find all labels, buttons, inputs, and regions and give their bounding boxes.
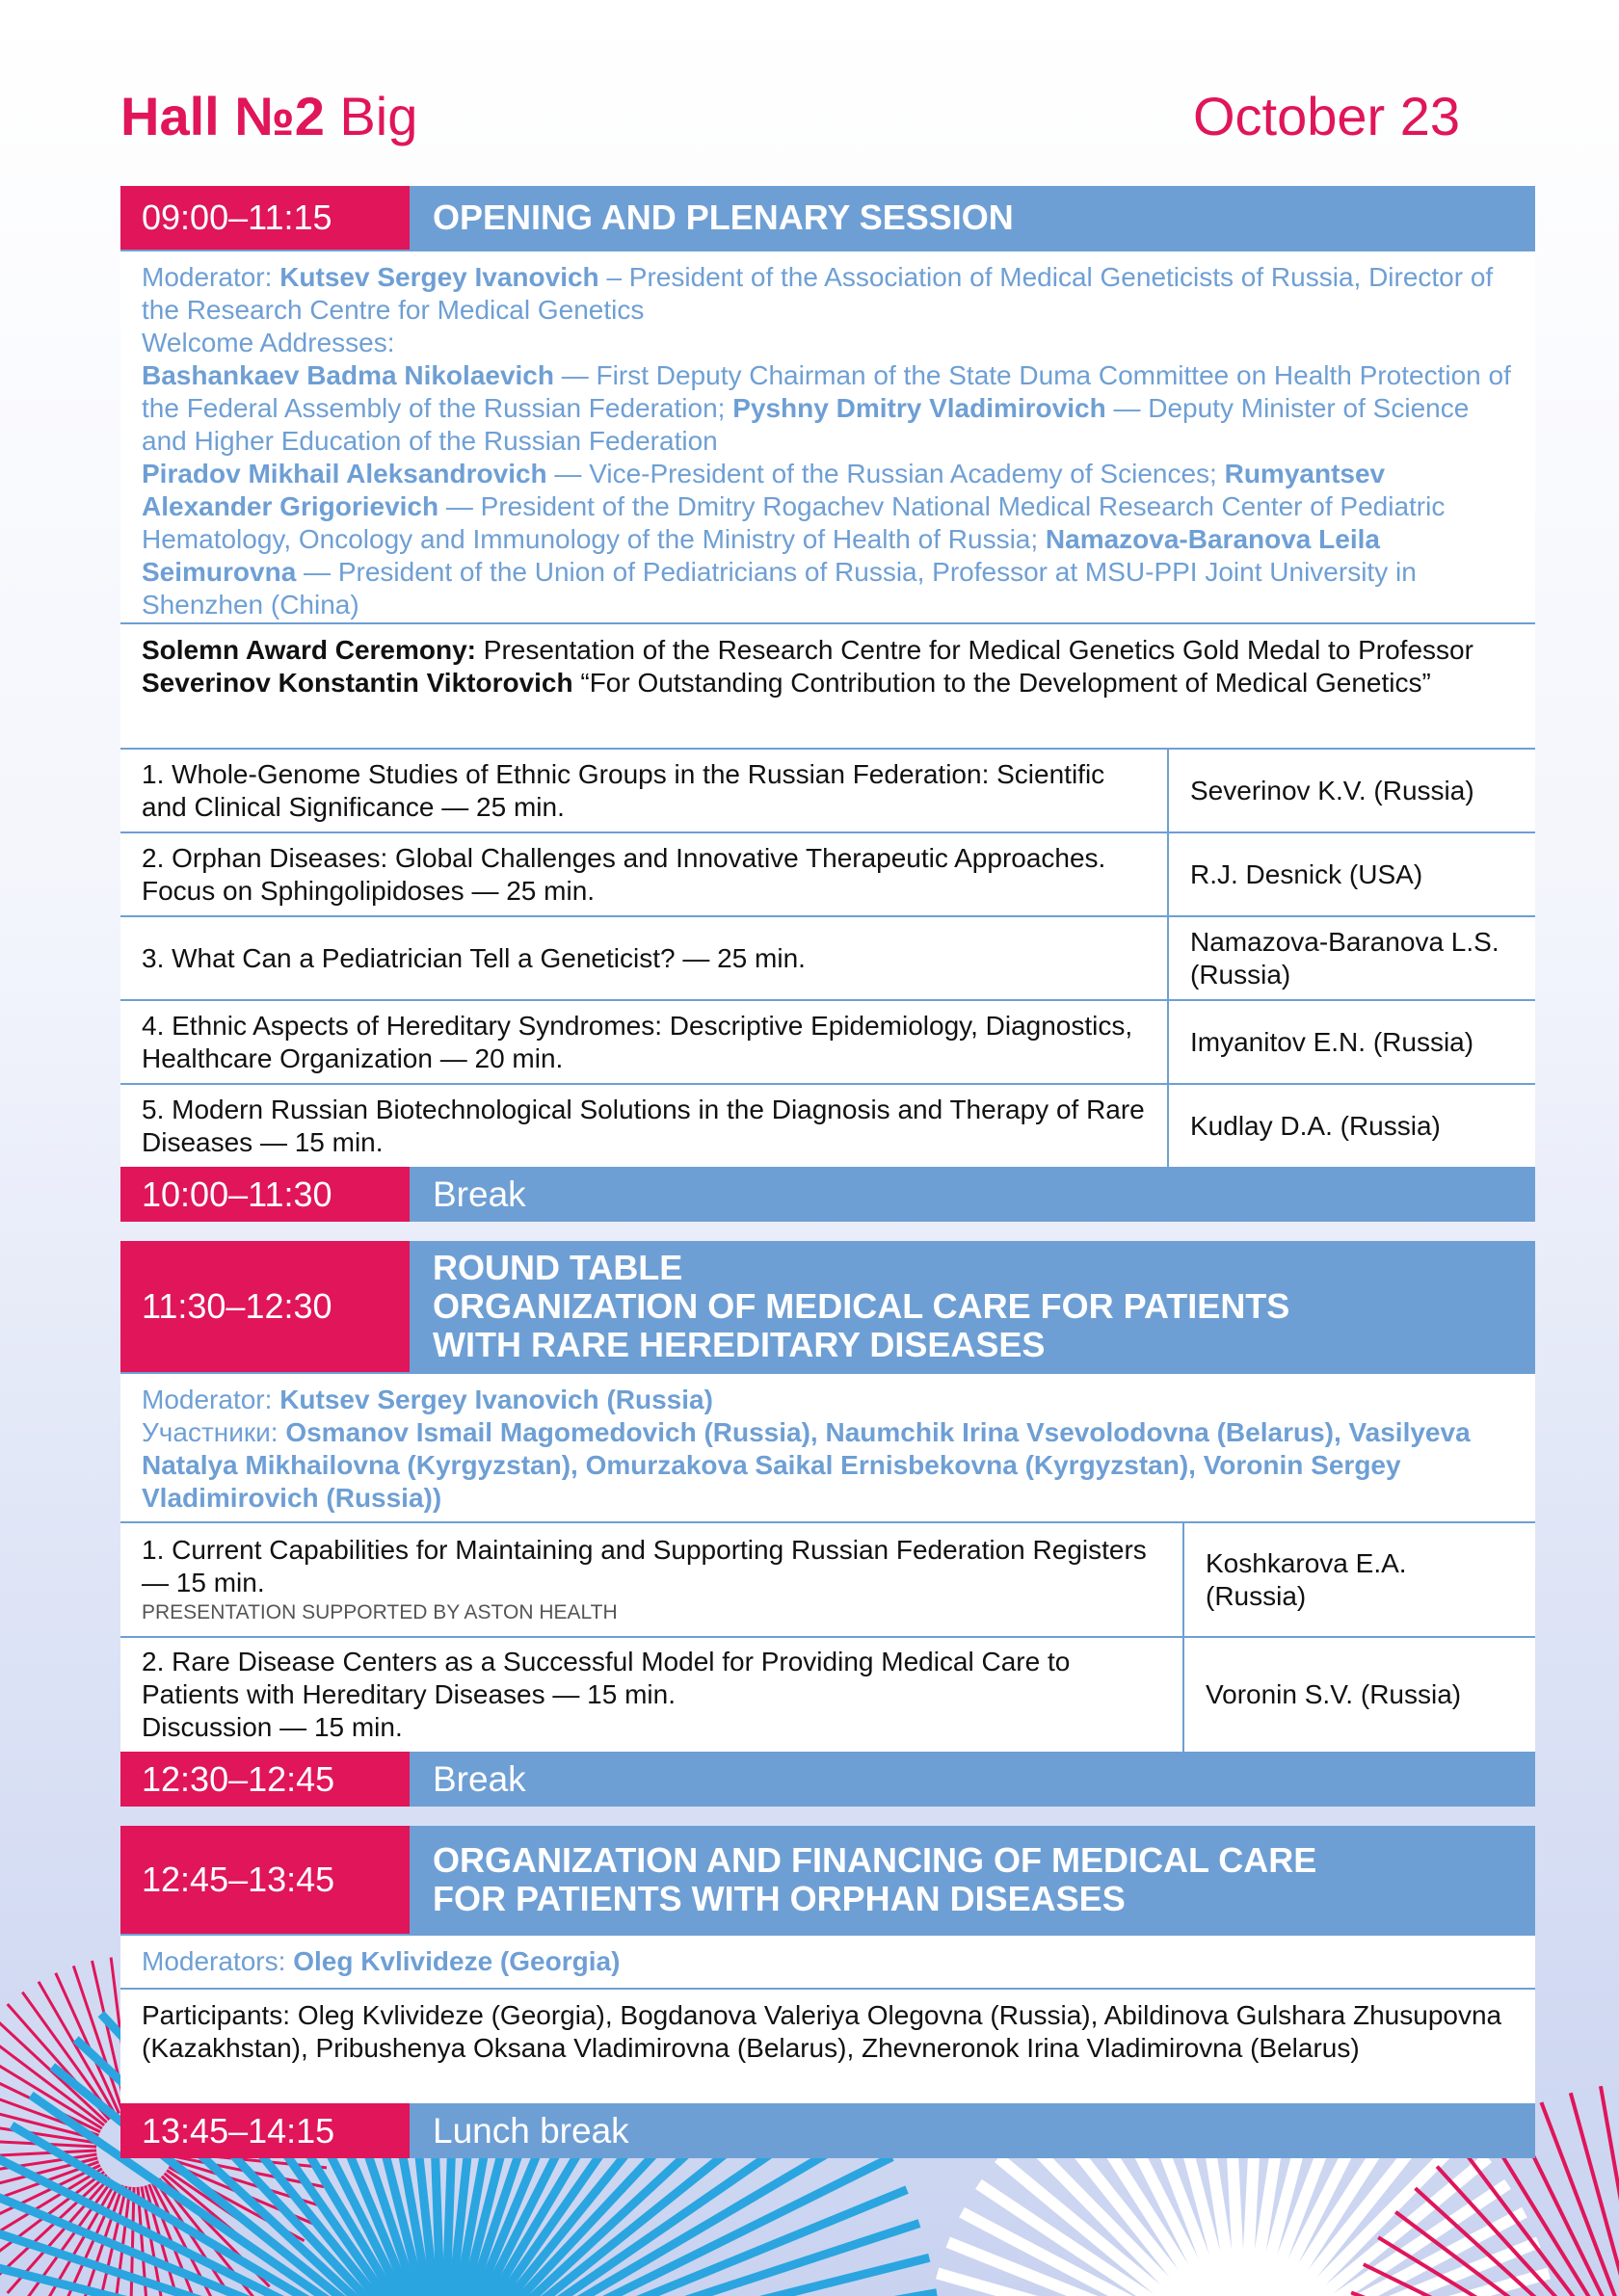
break-time: 12:30–12:45 [120, 1752, 410, 1807]
talk-row [120, 915, 1535, 999]
talk-speaker: R.J. Desnick (USA) [1167, 833, 1535, 915]
break-label: Break [410, 1752, 1535, 1807]
welcome-name: Bashankaev Badma Nikolaevich [142, 360, 554, 390]
talk-title: 2. Rare Disease Centers as a Successful Model for Providing Medical Care to Patients with Hereditary Diseases — 15 min. [142, 1647, 1071, 1709]
welcome-name: Piradov Mikhail Aleksandrovich [142, 459, 547, 488]
break-bar [120, 1752, 1535, 1807]
session-title [410, 1241, 1535, 1372]
hall-number: №2 [234, 86, 325, 146]
moderator-name: Oleg Kvlivideze (Georgia) [293, 1946, 621, 1976]
session-title-line: ROUND TABLE [433, 1248, 683, 1287]
talk-row [120, 1636, 1535, 1752]
welcome-desc: — Vice-President of the Russian Academy of Sciences; [546, 459, 1225, 488]
welcome-name: Pyshny Dmitry Vladimirovich [732, 393, 1106, 423]
moderator-label: Moderators: [142, 1946, 286, 1976]
lunch-label: Lunch break [410, 2103, 1535, 2158]
welcome-desc: — First Deputy Chairman of the State Duma Committee on Health Protection of the Federal Assembly of the Russian Federation; [142, 360, 1511, 423]
discussion-note: Discussion — 15 min. [142, 1712, 403, 1742]
talk-speaker: Severinov K.V. (Russia) [1167, 750, 1535, 831]
talk-speaker: Kudlay D.A. (Russia) [1167, 1085, 1535, 1167]
session-title: OPENING AND PLENARY SESSION [410, 186, 1535, 250]
award-text: “For Outstanding Contribution to the Development of Medical Genetics” [572, 668, 1431, 698]
moderator-name: Kutsev Sergey Ivanovich (Russia) [279, 1385, 713, 1414]
break-label: Break [410, 1167, 1535, 1222]
session-title-line: ORGANIZATION AND FINANCING OF MEDICAL CARE [433, 1840, 1317, 1880]
talk-row [120, 999, 1535, 1083]
talk-title: 1. Whole-Genome Studies of Ethnic Groups in the Russian Federation: Scientific and Clinical Significance — 25 min. [142, 758, 1105, 822]
participants-label: Участники: [142, 1417, 279, 1447]
session-time: 11:30–12:30 [120, 1241, 410, 1372]
talk-speaker: Koshkarova E.A. (Russia) [1182, 1523, 1535, 1636]
talk-content [120, 1523, 1182, 1636]
welcome-desc: — Deputy Minister of Science and Higher Education of the Russian Federation [142, 393, 1470, 456]
break-bar [120, 1167, 1535, 1222]
burst-ray [0, 2048, 102, 2128]
session-title-line: FOR PATIENTS WITH ORPHAN DISEASES [433, 1879, 1126, 1918]
hall-title [120, 85, 417, 147]
participants-names: Osmanov Ismail Magomedovich (Russia), Naumchik Irina Vsevolodovna (Belarus), Vasilyeva Natalya Mikhailovna (Kyrgyzstan), Omurzakova Saikal Ernisbekovna (Kyrgyzstan), Voronin Sergey Vladimirovich (Russia)) [142, 1417, 1471, 1513]
moderator-name: Kutsev Sergey Ivanovich [279, 262, 599, 292]
talk-title: 4. Ethnic Aspects of Hereditary Syndromes: Descriptive Epidemiology, Diagnostics, Healthcare Organization — 20 min. [142, 1010, 1133, 1073]
talk-title: 5. Modern Russian Biotechnological Solutions in the Diagnosis and Therapy of Rare Diseases — 15 min. [142, 1094, 1145, 1157]
award-ceremony-block [120, 622, 1535, 748]
talk-speaker: Imyanitov E.N. (Russia) [1167, 1001, 1535, 1083]
session-title-line: ORGANIZATION OF MEDICAL CARE FOR PATIENTS [433, 1286, 1290, 1326]
session-title [410, 1826, 1535, 1934]
session-bar-round-table [120, 1241, 1535, 1372]
session-time: 12:45–13:45 [120, 1826, 410, 1934]
welcome-desc: — President of the Dmitry Rogachev National Medical Research Center of Pediatric Hematology, Oncology and Immunology of the Ministry of Health of Russia; [142, 491, 1446, 554]
lunch-time: 13:45–14:15 [120, 2103, 410, 2158]
moderator-desc: – President of the Association of Medical Geneticists of Russia, Director of the Research Centre for Medical Genetics [142, 262, 1494, 325]
talk-row [120, 1521, 1535, 1636]
talk-speaker: Namazova-Baranova L.S. (Russia) [1167, 917, 1535, 999]
talk-title: 2. Orphan Diseases: Global Challenges and Innovative Therapeutic Approaches. Focus on Sphingolipidoses — 25 min. [142, 842, 1106, 906]
welcome-label: Welcome Addresses: [142, 328, 395, 357]
break-time: 10:00–11:30 [120, 1167, 410, 1222]
award-text: Presentation of the Research Centre for Medical Genetics Gold Medal to Professor [475, 635, 1473, 665]
talk-row [120, 1083, 1535, 1167]
round-table-moderators-block [120, 1372, 1535, 1521]
lunch-bar [120, 2103, 1535, 2158]
talk-speaker: Voronin S.V. (Russia) [1182, 1638, 1535, 1752]
financing-moderators-block [120, 1934, 1535, 1988]
session-title-line: WITH RARE HEREDITARY DISEASES [433, 1325, 1046, 1364]
welcome-name: Namazova-Baranova Leila Seimurovna [142, 524, 1380, 587]
session-time: 09:00–11:15 [120, 186, 410, 250]
sponsor-note: PRESENTATION SUPPORTED BY ASTON HEALTH [142, 1600, 618, 1623]
talk-row [120, 831, 1535, 915]
talk-content [120, 1638, 1182, 1752]
talk-row [120, 748, 1535, 831]
hall-name: Big [339, 86, 418, 146]
event-date: October 23 [1192, 86, 1460, 146]
schedule [120, 186, 1535, 2158]
welcome-desc: — President of the Union of Pediatricians of Russia, Professor at MSU-PPI Joint University in Shenzhen (China) [142, 557, 1417, 620]
page-header [120, 85, 1499, 162]
welcome-name: Rumyantsev Alexander Grigorievich [142, 459, 1386, 521]
talk-title: 1. Current Capabilities for Maintaining and Supporting Russian Federation Registers — 15 min. [142, 1534, 1147, 1597]
financing-participants-block: Participants: Oleg Kvlivideze (Georgia), Bogdanova Valeriya Olegovna (Russia), Abildinova Gulshara Zhusupovna (Kazakhstan), Pribushenya Oksana Vladimirovna (Belarus), Zhevneronok Irina Vladimirovna (Belarus) [120, 1988, 1535, 2103]
plenary-moderators-block [120, 250, 1535, 622]
award-label: Solemn Award Ceremony: [142, 635, 476, 665]
session-bar-plenary [120, 186, 1535, 250]
award-recipient: Severinov Konstantin Viktorovich [142, 668, 573, 698]
moderator-label: Moderator: [142, 1385, 273, 1414]
session-bar-financing [120, 1826, 1535, 1934]
hall-label: Hall [120, 86, 220, 146]
moderator-label: Moderator: [142, 262, 273, 292]
talk-title: 3. What Can a Pediatrician Tell a Geneticist? — 25 min. [142, 942, 806, 973]
